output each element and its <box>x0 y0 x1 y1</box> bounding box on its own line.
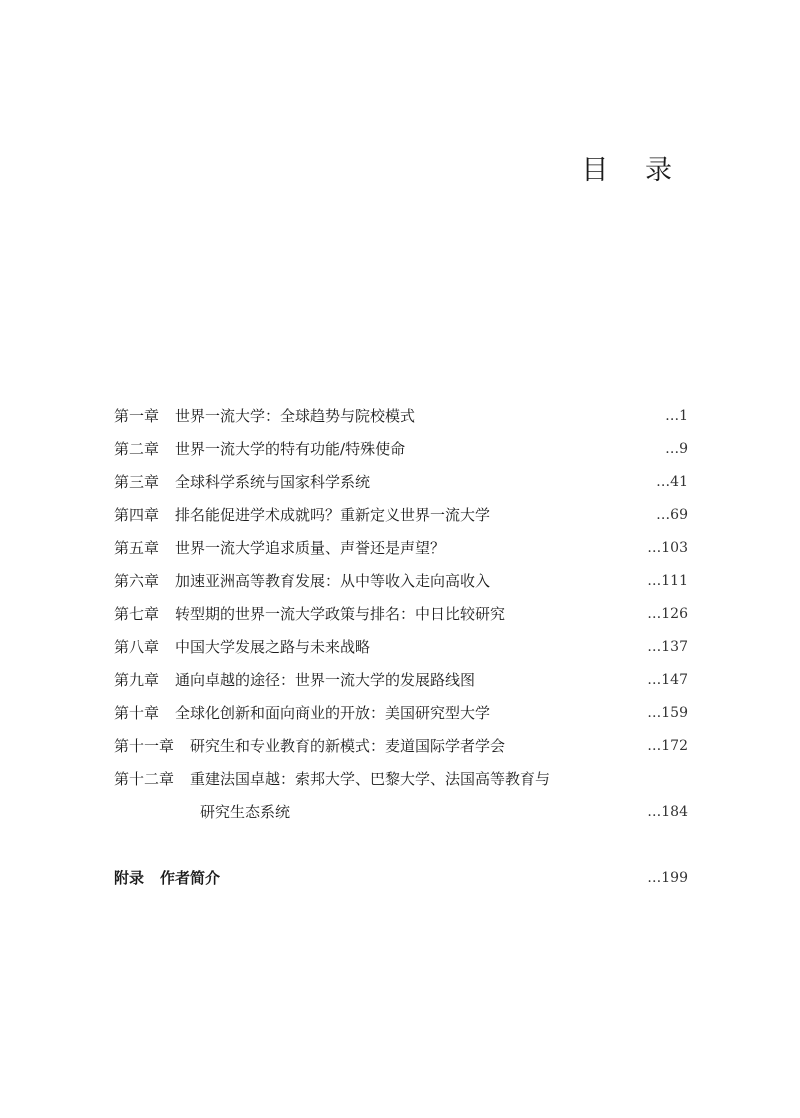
toc-entry-continuation[interactable] <box>114 796 688 829</box>
chapter-title-continuation: 研究生态系统 <box>200 803 291 821</box>
chapter-number: 第九章 <box>114 671 160 689</box>
toc-entry[interactable] <box>114 697 688 730</box>
page-number: …103 <box>647 540 688 556</box>
chapter-title: 世界一流大学的特有功能/特殊使命 <box>175 440 406 458</box>
page-number: …184 <box>647 804 688 820</box>
chapter-title: 中国大学发展之路与未来战略 <box>175 638 371 656</box>
chapter-title: 重建法国卓越：索邦大学、巴黎大学、法国高等教育与 <box>190 770 551 788</box>
toc-entry[interactable] <box>114 433 688 466</box>
chapter-number: 第十章 <box>114 704 160 722</box>
chapter-title: 研究生和专业教育的新模式：麦道国际学者学会 <box>190 737 506 755</box>
chapter-title: 全球化创新和面向商业的开放：美国研究型大学 <box>175 704 491 722</box>
chapter-number: 第十一章 <box>114 737 175 755</box>
toc-title: 目 录 <box>581 155 686 186</box>
page-number: …147 <box>647 672 688 688</box>
appendix-entry[interactable] <box>114 862 688 895</box>
page-number: …41 <box>656 474 688 490</box>
page-number: …137 <box>647 639 688 655</box>
chapter-number: 第一章 <box>114 407 160 425</box>
toc-entry[interactable] <box>114 598 688 631</box>
chapter-number: 第二章 <box>114 440 160 458</box>
toc-entry[interactable] <box>114 631 688 664</box>
chapter-title: 排名能促进学术成就吗？重新定义世界一流大学 <box>175 506 491 524</box>
chapter-title: 加速亚洲高等教育发展：从中等收入走向高收入 <box>175 572 491 590</box>
chapter-number: 第十二章 <box>114 770 175 788</box>
toc-entry[interactable] <box>114 730 688 763</box>
chapter-number: 第四章 <box>114 506 160 524</box>
toc-entry[interactable] <box>114 466 688 499</box>
chapter-title: 世界一流大学：全球趋势与院校模式 <box>175 407 416 425</box>
chapter-number: 第六章 <box>114 572 160 590</box>
chapter-title: 转型期的世界一流大学政策与排名：中日比较研究 <box>175 605 506 623</box>
appendix-label: 附录 <box>114 869 145 887</box>
toc-entry[interactable] <box>114 499 688 532</box>
chapter-title: 世界一流大学追求质量、声誉还是声望？ <box>175 539 446 557</box>
chapter-title: 全球科学系统与国家科学系统 <box>175 473 371 491</box>
chapter-number: 第八章 <box>114 638 160 656</box>
chapter-title: 通向卓越的途径：世界一流大学的发展路线图 <box>175 671 476 689</box>
toc-entry[interactable] <box>114 532 688 565</box>
toc-entry[interactable] <box>114 400 688 433</box>
toc-entry[interactable] <box>114 763 688 796</box>
page-number: …111 <box>647 573 688 589</box>
page-number: …69 <box>656 507 688 523</box>
page-number: …159 <box>647 705 688 721</box>
appendix-title: 作者简介 <box>160 869 221 887</box>
chapter-number: 第三章 <box>114 473 160 491</box>
chapter-number: 第七章 <box>114 605 160 623</box>
toc-entry[interactable] <box>114 565 688 598</box>
toc-entry[interactable] <box>114 664 688 697</box>
page-number: …1 <box>665 408 688 424</box>
page-number: …199 <box>647 870 688 886</box>
chapter-number: 第五章 <box>114 539 160 557</box>
page-number: …9 <box>665 441 688 457</box>
toc-list <box>114 400 688 895</box>
page-number: …172 <box>647 738 688 754</box>
page-number: …126 <box>647 606 688 622</box>
